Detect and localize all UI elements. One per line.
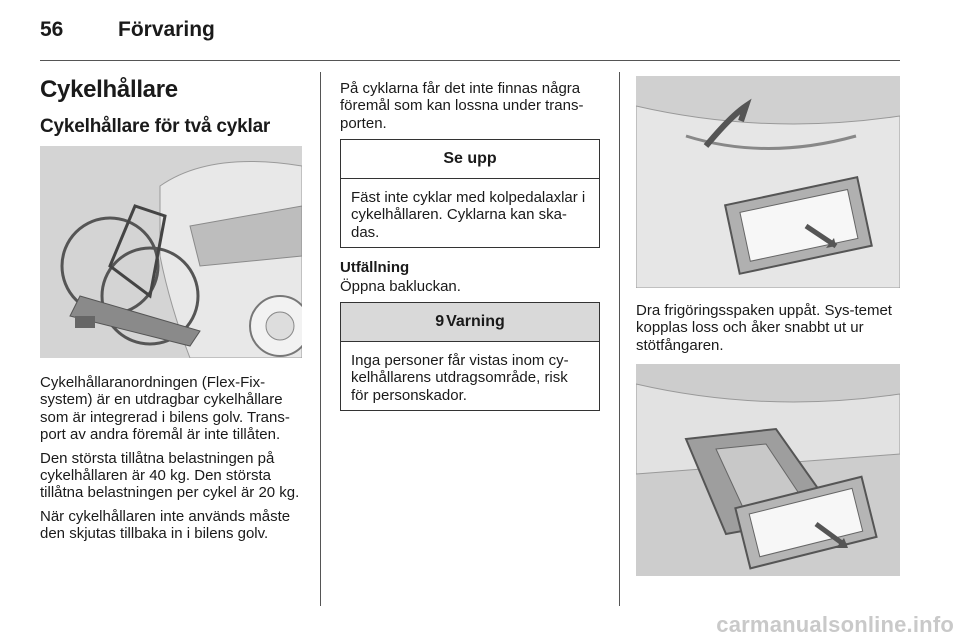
warning-icon: 9 bbox=[435, 313, 445, 330]
warning-heading-row bbox=[341, 303, 599, 342]
unfold-heading: Utfällning bbox=[340, 259, 410, 276]
warning-heading: Varning bbox=[446, 313, 505, 330]
warning-box bbox=[340, 302, 600, 411]
section-title: Förvaring bbox=[118, 18, 215, 41]
paragraph: När cykelhållaren inte används måste den skjutas tillbaka in i bilens golv. bbox=[40, 507, 291, 543]
caution-box bbox=[340, 139, 600, 248]
intro-paragraph: På cyklarna får det inte finnas några föremål som kan lossna under trans-porten. bbox=[340, 80, 584, 132]
carrier-extended-illustration bbox=[636, 364, 900, 576]
caution-text: Fäst inte cyklar med kolpedalaxlar i cykelhållaren. Cyklarna kan ska-das. bbox=[351, 189, 586, 241]
column-divider-1 bbox=[320, 72, 321, 606]
section-heading: Cykelhållare för två cyklar bbox=[40, 116, 271, 137]
paragraph: Den största tillåtna belastningen på cykelhållaren är 40 kg. Den största tillåtna belastningen per cykel är 20 kg. bbox=[40, 449, 300, 502]
bike-carrier-illustration bbox=[40, 146, 302, 358]
unfold-text: Öppna bakluckan. bbox=[340, 278, 461, 295]
watermark: carmanualsonline.info bbox=[716, 612, 954, 637]
warning-text: Inga personer får vistas inom cy-kelhållarens utdragsområde, risk för personskador. bbox=[351, 352, 569, 404]
paragraph: Cykelhållaranordningen (Flex-Fix-system) är en utdragbar cykelhållare som är integrerad i bilens golv. Trans-port av andra föremål är inte tillåten. bbox=[40, 374, 290, 444]
release-lever-illustration bbox=[636, 76, 900, 288]
chapter-heading: Cykelhållare bbox=[40, 76, 178, 103]
caution-heading: Se upp bbox=[341, 140, 599, 179]
column-1-body bbox=[40, 374, 306, 549]
header-divider bbox=[40, 60, 900, 61]
release-instruction: Dra frigöringsspaken uppåt. Sys-temet kopplas loss och åker snabbt ut ur stötfångaren. bbox=[636, 302, 892, 354]
column-divider-2 bbox=[619, 72, 620, 606]
page-number: 56 bbox=[40, 18, 64, 41]
